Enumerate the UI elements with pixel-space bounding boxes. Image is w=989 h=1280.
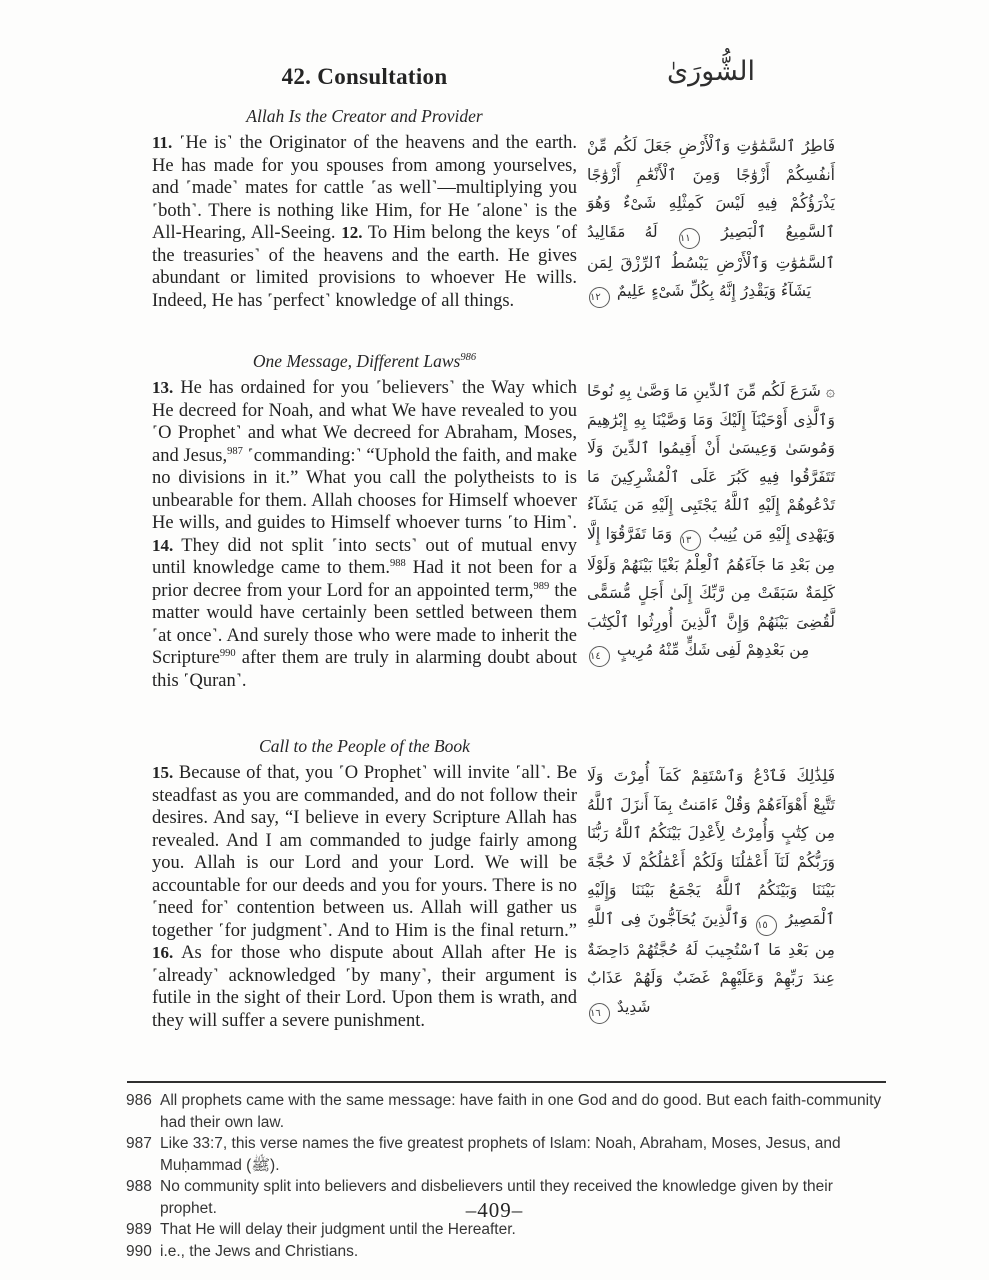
footnote-text: Like 33:7, this verse names the five greatest prophets of Islam: Noah, Abraham, Moses, Jesus, and Muḥammad (ﷺ). bbox=[160, 1135, 841, 1174]
footnote-text: i.e., the Jews and Christians. bbox=[160, 1242, 359, 1260]
section-heading bbox=[152, 736, 577, 757]
ayah-number-medallion: ١٦ bbox=[589, 1003, 610, 1024]
verse bbox=[152, 943, 577, 1031]
verse-number: 12. bbox=[341, 223, 363, 242]
footnote-item bbox=[126, 1090, 890, 1133]
verse-number: 11. bbox=[152, 133, 173, 152]
verse-text: the matter would have certainly been settled between them ˹at once˺. And surely those who were made to inherit the Scripture bbox=[152, 580, 578, 668]
footnote-item bbox=[126, 1133, 890, 1176]
footnote-ref: 988 bbox=[390, 557, 406, 569]
section-heading-text: One Message, Different Laws bbox=[252, 351, 461, 371]
verse bbox=[152, 763, 577, 941]
footnote-number: 989 bbox=[126, 1221, 152, 1238]
verse-number: 14. bbox=[152, 535, 174, 555]
footnote-text: That He will delay their judgment until the Hereafter. bbox=[160, 1221, 516, 1238]
verse-text: Because of that, you ˹O Prophet˺ will invite ˹all˺. Be steadfast as you are commanded, and do not follow their desires. And say, “I believe in every Scripture Allah has revealed. And I am commanded to judge fairly among you. Allah is our Lord and your Lord. We will be accountable for our deeds and you for yours. There is no ˹need for˺ contention between us. Allah will gather us together ˹for judgment˺. And to Him is the final return.” bbox=[152, 763, 578, 941]
arabic-quran-column bbox=[587, 132, 835, 308]
verse-number: 15. bbox=[152, 763, 174, 782]
two-column-row bbox=[152, 377, 835, 692]
verse-text: after them are truly in alarming doubt about this ˹Quran˺. bbox=[152, 648, 577, 691]
arabic-verse-text: ۞ شَرَعَ لَكُم مِّنَ ٱلدِّينِ مَا وَصَّىٰ بِهِ نُوحًا وَٱلَّذِى أَوْحَيْنَآ إِلَيْكَ وَمَا وَصَّيْنَا بِهِ إِبْرَٰهِيمَ وَمُوسَىٰ وَعِيسَىٰ أَنْ أَقِيمُوا ٱلدِّينَ وَلَا تَتَفَرَّقُوا فِيهِ كَبُرَ عَلَى ٱلْمُشْرِكِينَ مَا تَدْعُوهُمْ إِلَيْهِ ٱللَّهُ يَجْتَبِى إِلَيْهِ مَن يَشَآءُ وَيَهْدِى إِلَيْهِ مَن يُنِيبُ bbox=[587, 382, 835, 543]
verse-text: He has ordained for you ˹believers˺ the Way which He decreed for Noah, and what We have revealed to you ˹O Prophet˺ and what We decreed for Abraham, Moses, and Jesus, bbox=[152, 378, 578, 466]
arabic-verse-text: فَلِذَٰلِكَ فَٱدْعُ وَٱسْتَقِمْ كَمَآ أُمِرْتَ وَلَا تَتَّبِعْ أَهْوَآءَهُمْ وَقُلْ ءَامَنتُ بِمَآ أَنزَلَ ٱللَّهُ مِن كِتَٰبٍ وَأُمِرْتُ لِأَعْدِلَ بَيْنَكُمُ ٱللَّهُ رَبُّنَا وَرَبُّكُمْ لَنَآ أَعْمَٰلُنَا وَلَكُمْ أَعْمَٰلُكُمْ لَا حُجَّةَ بَيْنَنَا وَبَيْنَكُمُ ٱللَّهُ يَجْمَعُ بَيْنَنَا وَإِلَيْهِ ٱلْمَصِيرُ bbox=[587, 767, 835, 928]
arabic-verse-text: وَٱلَّذِينَ يُحَآجُّونَ فِى ٱللَّهِ مِن بَعْدِ مَا ٱسْتُجِيبَ لَهُ حُجَّتُهُمْ دَاحِضَةٌ عِندَ رَبِّهِمْ وَعَلَيْهِمْ غَضَبٌ وَلَهُمْ عَذَابٌ شَدِيدٌ bbox=[587, 909, 835, 1016]
verse-text: As for those who dispute about Allah after He is ˹already˺ acknowledged ˹by many˺, their argument is futile in the sight of their Lord. Upon them is wrath, and they will suffer a severe punishment. bbox=[152, 943, 577, 1031]
arabic-verse-text: فَاطِرُ ٱلسَّمَٰوَٰتِ وَٱلْأَرْضِ جَعَلَ لَكُم مِّنْ أَنفُسِكُمْ أَزْوَٰجًا وَمِنَ ٱلْأَنْعَٰمِ أَزْوَٰجًا يَذْرَؤُكُمْ فِيهِ لَيْسَ كَمِثْلِهِ شَىْءٌ وَهُوَ ٱلسَّمِيعُ ٱلْبَصِيرُ bbox=[587, 137, 835, 241]
two-column-row bbox=[152, 132, 835, 312]
ayah-number-medallion: ١٣ bbox=[680, 530, 701, 551]
section-heading bbox=[152, 351, 577, 372]
heading-footnote-ref: 986 bbox=[460, 352, 477, 364]
verse-text: ˹He is˺ the Originator of the heavens and the earth. He has made for you spouses from among yourselves, and ˹made˺ mates for cattle ˹as well˺—multiplying you ˹both˺. There is nothing like Him, for He ˹alone˺ is the All-Hearing, All-Seeing. bbox=[152, 133, 577, 243]
ayah-number-medallion: ١٤ bbox=[589, 646, 610, 667]
english-translation-column bbox=[152, 762, 577, 1032]
section-call-people-book bbox=[152, 736, 835, 1032]
footnote-text: No community split into believers and disbelievers until they received the knowledge given by their prophet. bbox=[160, 1178, 833, 1217]
english-translation-column bbox=[152, 132, 577, 312]
footnote-number: 990 bbox=[126, 1242, 152, 1260]
section-creator-provider bbox=[152, 106, 835, 312]
footnote-ref: 987 bbox=[227, 445, 243, 457]
section-one-message bbox=[152, 351, 835, 692]
section-heading bbox=[152, 106, 577, 127]
arabic-verse-text: لَهُ مَقَالِيدُ ٱلسَّمَٰوَٰتِ وَٱلْأَرْضِ يَبْسُطُ ٱلرِّزْقَ لِمَن يَشَآءُ وَيَقْدِرُ إِنَّهُ بِكُلِّ شَىْءٍ عَلِيمٌ bbox=[587, 222, 835, 300]
ayah-number-medallion: ١١ bbox=[679, 228, 700, 249]
section-heading-text: Allah Is the Creator and Provider bbox=[246, 106, 483, 126]
verse-text: Had it not been for a prior decree from your Lord for an appointed term, bbox=[152, 558, 577, 601]
two-column-row bbox=[152, 762, 835, 1032]
arabic-verse-text: وَمَا تَفَرَّقُوٓا إِلَّا مِن بَعْدِ مَا جَآءَهُمُ ٱلْعِلْمُ بَغْيًا بَيْنَهُمْ وَلَوْلَا كَلِمَةٌ سَبَقَتْ مِن رَّبِّكَ إِلَىٰ أَجَلٍ مُّسَمًّى لَّقُضِىَ بَيْنَهُمْ وَإِنَّ ٱلَّذِينَ أُورِثُوا ٱلْكِتَٰبَ مِن بَعْدِهِمْ لَفِى شَكٍّ مِّنْهُ مُرِيبٍ bbox=[587, 524, 835, 659]
surah-arabic-title: الشُّورَىٰ bbox=[667, 56, 755, 87]
footnote-number: 987 bbox=[126, 1135, 152, 1152]
footnote-item bbox=[126, 1241, 890, 1263]
verse-text: They did not split ˹into sects˺ out of mutual envy until knowledge came to them. bbox=[152, 535, 577, 578]
verse-text: To Him belong the keys ˹of the treasuries˺ of the heavens and the earth. He gives abundant or limited provisions to whoever He wills. Indeed, He has ˹perfect˺ knowledge of all things. bbox=[152, 223, 578, 311]
verse-text: ˹commanding:˺ “Uphold the faith, and make no divisions in it.” What you call the polytheists to is unbearable for them. Allah chooses for Himself whoever He wills, and guides to Himself whoever turns ˹to Him˺. bbox=[152, 445, 577, 533]
page-number: –409– bbox=[465, 1198, 524, 1222]
footnotes-block bbox=[126, 1090, 890, 1262]
verse bbox=[152, 378, 577, 533]
verse bbox=[152, 536, 577, 691]
arabic-quran-column bbox=[587, 762, 835, 1024]
ayah-number-medallion: ١٥ bbox=[756, 915, 777, 936]
footnote-divider bbox=[127, 1081, 886, 1083]
verse-number: 16. bbox=[152, 943, 174, 962]
footnote-ref: 990 bbox=[219, 647, 236, 659]
footnote-text: All prophets came with the same message: have faith in one God and do good. But each faith-community had their own law. bbox=[160, 1092, 882, 1131]
section-heading-text: Call to the People of the Book bbox=[259, 736, 470, 756]
chapter-title: 42. Consultation bbox=[281, 64, 448, 89]
ayah-number-medallion: ١٢ bbox=[589, 287, 610, 308]
verse-number: 13. bbox=[152, 378, 174, 397]
footnote-number: 988 bbox=[126, 1178, 152, 1195]
footnote-number: 986 bbox=[126, 1092, 152, 1109]
footnote-ref: 989 bbox=[533, 580, 550, 592]
english-translation-column bbox=[152, 377, 577, 692]
arabic-quran-column bbox=[587, 377, 835, 667]
